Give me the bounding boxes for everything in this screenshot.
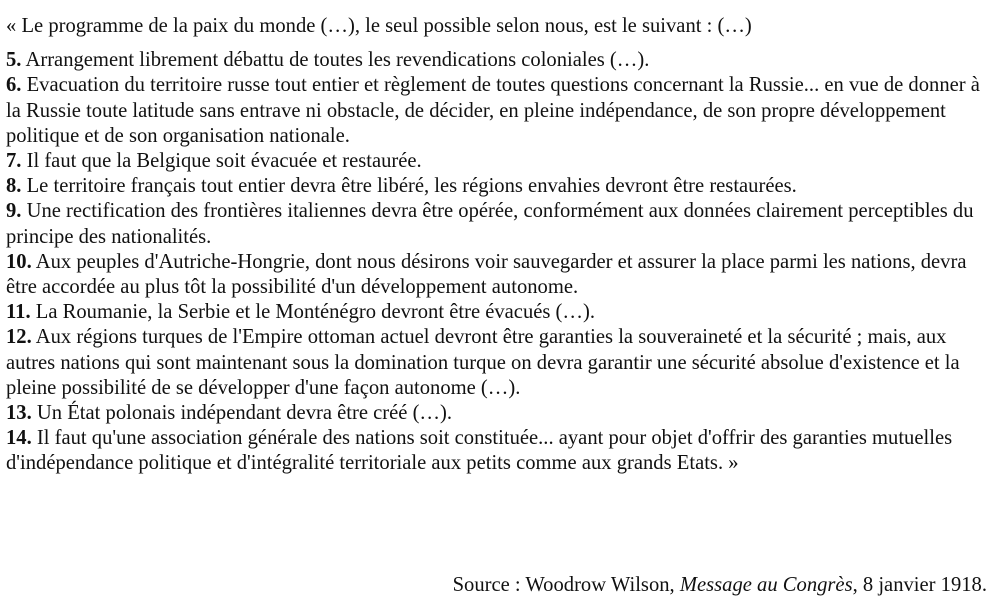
- source-title: Message au Congrès: [679, 574, 853, 596]
- point-number: 9.: [6, 200, 22, 223]
- point-14: [6, 426, 991, 476]
- point-text: Aux peuples d'Autriche-Hongrie, dont nous désirons voir sauvegarder et assurer la place parmi les nations, devra être accordée au plus tôt la possibilité d'un développement autonome.: [6, 250, 967, 299]
- point-number: 11.: [6, 301, 31, 324]
- source-prefix: Source : Woodrow Wilson,: [452, 574, 680, 596]
- intro-quote: « Le programme de la paix du monde (…), le seul possible selon nous, est le suivant : (…): [6, 15, 752, 37]
- point-11: [6, 300, 991, 325]
- point-10: [6, 250, 991, 300]
- source-suffix: , 8 janvier 1918.: [852, 574, 987, 596]
- point-number: 7.: [6, 150, 22, 173]
- point-text: Arrangement librement débattu de toutes les revendications coloniales (…).: [21, 49, 650, 72]
- point-8: [6, 174, 991, 199]
- point-text: Il faut que la Belgique soit évacuée et restaurée.: [21, 150, 422, 173]
- point-number: 12.: [6, 326, 32, 349]
- point-13: [6, 401, 991, 426]
- point-12: [6, 325, 991, 401]
- point-9: [6, 199, 991, 249]
- point-text: Une rectification des frontières italiennes devra être opérée, conformément aux données clairement perceptibles du principe des nationalités.: [6, 200, 974, 248]
- point-text: Aux régions turques de l'Empire ottoman actuel devront être garanties la souveraineté et la sécurité ; mais, aux autres nations qui sont maintenant sous la domination turque on devra garantir une sécurité absolue d'existence et la pleine possibilité de se développer d'une façon autonome (…).: [6, 326, 960, 399]
- point-number: 10.: [6, 250, 32, 273]
- point-text: Evacuation du territoire russe tout entier et règlement de toutes questions concernant la Russie... en vue de donner à la Russie toute latitude sans entrave ni obstacle, de décider, en pleine indépendance, de son propre développement politique et de son organisation nationale.: [6, 74, 980, 147]
- point-number: 5.: [6, 49, 22, 72]
- point-text: Il faut qu'une association générale des nations soit constituée... ayant pour objet d'offrir des garanties mutuelles d'indépendance politique et d'intégralité territoriale aux petits comme aux grands Etats. »: [6, 427, 953, 475]
- point-7: [6, 149, 991, 174]
- point-number: 13.: [6, 402, 32, 425]
- source-citation: [453, 573, 987, 598]
- point-6: [6, 73, 991, 149]
- point-number: 14.: [6, 427, 32, 450]
- document-body: [6, 14, 991, 477]
- point-text: La Roumanie, la Serbie et le Monténégro devront être évacués (…).: [30, 301, 596, 324]
- point-text: Le territoire français tout entier devra être libéré, les régions envahies devront être restaurées.: [21, 175, 797, 198]
- point-5: [6, 48, 991, 73]
- point-number: 6.: [6, 74, 22, 97]
- point-text: Un État polonais indépendant devra être créé (…).: [31, 402, 453, 425]
- point-number: 8.: [6, 175, 22, 198]
